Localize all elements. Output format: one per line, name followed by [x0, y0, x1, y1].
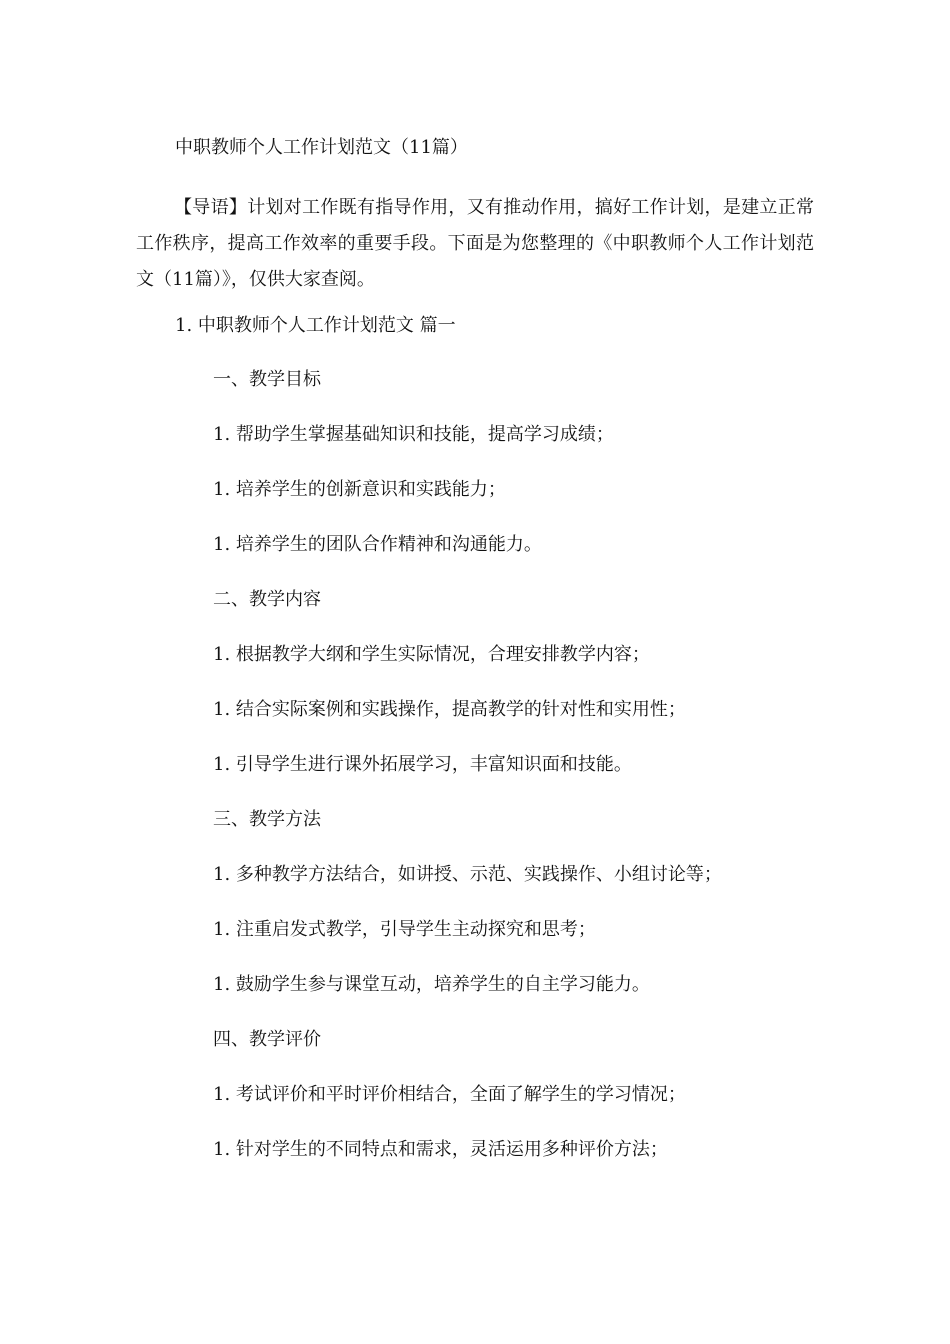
- list-item: 1. 针对学生的不同特点和需求，灵活运用多种评价方法；: [213, 1139, 668, 1160]
- list-item: 1. 考试评价和平时评价相结合，全面了解学生的学习情况；: [213, 1084, 686, 1105]
- list-item: 1. 多种教学方法结合，如讲授、示范、实践操作、小组讨论等；: [213, 864, 722, 885]
- list-item: 1. 帮助学生掌握基础知识和技能，提高学习成绩；: [213, 424, 614, 445]
- group-heading: 三、教学方法: [213, 809, 321, 830]
- list-item: 1. 鼓励学生参与课堂互动，培养学生的自主学习能力。: [213, 974, 650, 995]
- list-item: 1. 培养学生的团队合作精神和沟通能力。: [213, 534, 542, 555]
- list-item: 1. 培养学生的创新意识和实践能力；: [213, 479, 506, 500]
- document-title: 中职教师个人工作计划范文（11篇）: [175, 137, 468, 158]
- list-item: 1. 引导学生进行课外拓展学习，丰富知识面和技能。: [213, 754, 632, 775]
- intro-label: 【导语】: [174, 197, 248, 218]
- group-heading: 二、教学内容: [213, 589, 321, 610]
- group-heading: 四、教学评价: [213, 1029, 321, 1050]
- group-heading: 一、教学目标: [213, 369, 321, 390]
- list-item: 1. 根据教学大纲和学生实际情况，合理安排教学内容；: [213, 644, 650, 665]
- list-item: 1. 结合实际案例和实践操作，提高教学的针对性和实用性；: [213, 699, 686, 720]
- section-title: 1. 中职教师个人工作计划范文 篇一: [175, 315, 456, 336]
- list-item: 1. 注重启发式教学，引导学生主动探究和思考；: [213, 919, 596, 940]
- intro-text: 计划对工作既有指导作用，又有推动作用，搞好工作计划，是建立正常工作秩序，提高工作效率的重要手段。下面是为您整理的《中职教师个人工作计划范文（11篇）》，仅供大家查阅。: [136, 197, 815, 290]
- intro-paragraph: [136, 190, 814, 298]
